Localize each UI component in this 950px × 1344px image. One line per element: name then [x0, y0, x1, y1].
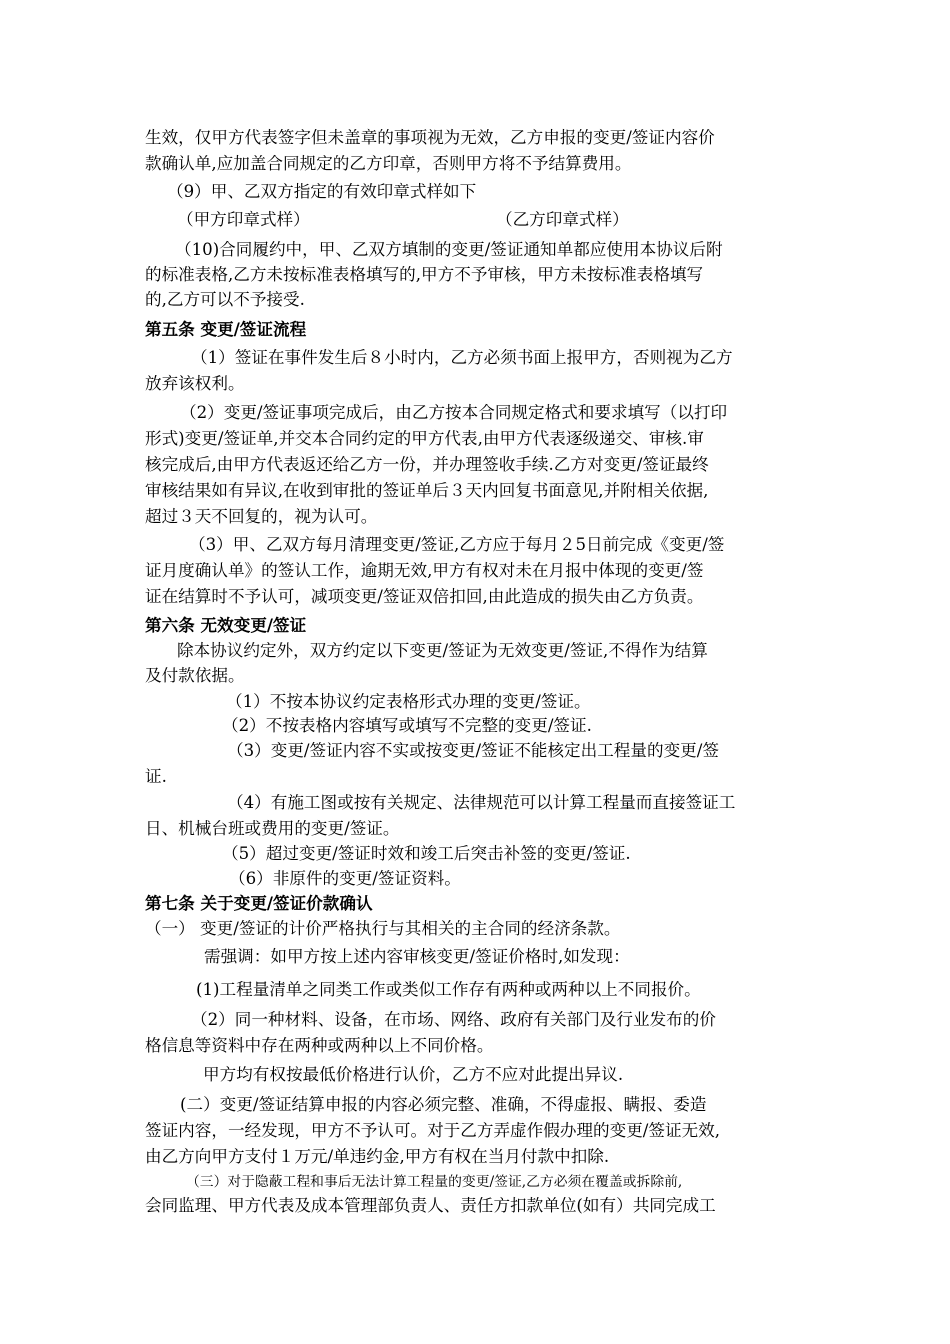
text-line: 需强调：如甲方按上述内容审核变更/签证价格时,如发现： [204, 947, 630, 966]
text-line: 形式)变更/签证单,并交本合同约定的甲方代表,由甲方代表逐级递交、审核.审 [145, 429, 704, 448]
text-line: 审核结果如有异议,在收到审批的签证单后３天内回复书面意见,并附相关依据, [145, 481, 709, 500]
text-line: 甲方均有权按最低价格进行认价，乙方不应对此提出异议. [203, 1065, 624, 1084]
section-heading: 第六条 无效变更/签证 [145, 615, 307, 635]
text-line: 款确认单,应加盖合同规定的乙方印章，否则甲方将不予结算费用。 [145, 154, 632, 173]
text-line: 由乙方向甲方支付１万元/单违约金,甲方有权在当月付款中扣除. [145, 1147, 610, 1166]
text-line: 生效，仅甲方代表签字但未盖章的事项视为无效，乙方申报的变更/签证内容价 [145, 128, 715, 147]
text-line: 核完成后,由甲方代表返还给乙方一份，并办理签收手续.乙方对变更/签证最终 [145, 455, 709, 474]
text-line: (二）变更/签证结算申报的内容必须完整、准确，不得虚报、瞒报、委造 [180, 1095, 707, 1114]
text-line: （1）签证在事件发生后８小时内，乙方必须书面上报甲方，否则视为乙方 [191, 348, 733, 367]
list-item: (1)工程量清单之同类工作或类似工作存有两种或两种以上不同报价。 [196, 980, 701, 999]
text-line: 证. [145, 767, 167, 786]
text-line: 证在结算时不予认可，减项变更/签证双倍扣回,由此造成的损失由乙方负责。 [145, 587, 704, 606]
text-line: 的标准表格,乙方未按标准表格填写的,甲方不予审核，甲方未按标准表格填写 [145, 265, 704, 284]
text-line: 证月度确认单》的签认工作，逾期无效,甲方有权对未在月报中体现的变更/签 [145, 561, 704, 580]
text-line: 的,乙方可以不予接受. [145, 290, 305, 309]
list-item: （2）不按表格内容填写或填写不完整的变更/签证. [222, 716, 592, 735]
text-line: （2）变更/签证事项完成后，由乙方按本合同规定格式和要求填写（以打印 [180, 403, 728, 422]
text-line: （一） 变更/签证的计价严格执行与其相关的主合同的经济条款。 [145, 919, 621, 938]
list-item: （4）有施工图或按有关规定、法律规范可以计算工程量而直接签证工 [227, 793, 736, 812]
text-line: 日、机械台班或费用的变更/签证。 [145, 819, 400, 838]
seal-sample-label-party-b: （乙方印章式样） [496, 210, 629, 229]
text-line: （2）同一种材料、设备，在市场、网络、政府有关部门及行业发布的价 [191, 1010, 716, 1029]
text-line: 格信息等资料中存在两种或两种以上不同价格。 [145, 1036, 494, 1055]
list-item: （3）变更/签证内容不实或按变更/签证不能核定出工程量的变更/签 [227, 741, 719, 760]
text-line: （三）对于隐蔽工程和事后无法计算工程量的变更/签证,乙方必须在覆盖或拆除前, [186, 1174, 683, 1190]
text-line: 签证内容，一经发现，甲方不予认可。对于乙方弄虚作假办理的变更/签证无效, [145, 1121, 721, 1140]
list-item: （1）不按本协议约定表格形式办理的变更/签证。 [226, 692, 591, 711]
text-line: 会同监理、甲方代表及成本管理部负责人、责任方扣款单位(如有）共同完成工 [145, 1196, 716, 1215]
text-line: 放弃该权利。 [145, 374, 245, 393]
text-line: （9）甲、乙双方指定的有效印章式样如下 [167, 182, 477, 201]
text-line: （3）甲、乙双方每月清理变更/签证,乙方应于每月２5日前完成《变更/签 [189, 535, 725, 554]
text-line: 超过３天不回复的，视为认可。 [145, 507, 378, 526]
list-item: （6）非原件的变更/签证资料。 [229, 869, 461, 888]
text-line: （10)合同履约中，甲、乙双方填制的变更/签证通知单都应使用本协议后附 [175, 240, 723, 259]
list-item: （5）超过变更/签证时效和竣工后突击补签的变更/签证. [222, 844, 631, 863]
section-heading: 第七条 关于变更/签证价款确认 [145, 893, 373, 913]
text-line: 及付款依据。 [145, 666, 245, 685]
seal-sample-label-party-a: （甲方印章式样） [177, 210, 310, 229]
text-line: 除本协议约定外，双方约定以下变更/签证为无效变更/签证,不得作为结算 [177, 641, 708, 660]
section-heading: 第五条 变更/签证流程 [145, 319, 307, 339]
